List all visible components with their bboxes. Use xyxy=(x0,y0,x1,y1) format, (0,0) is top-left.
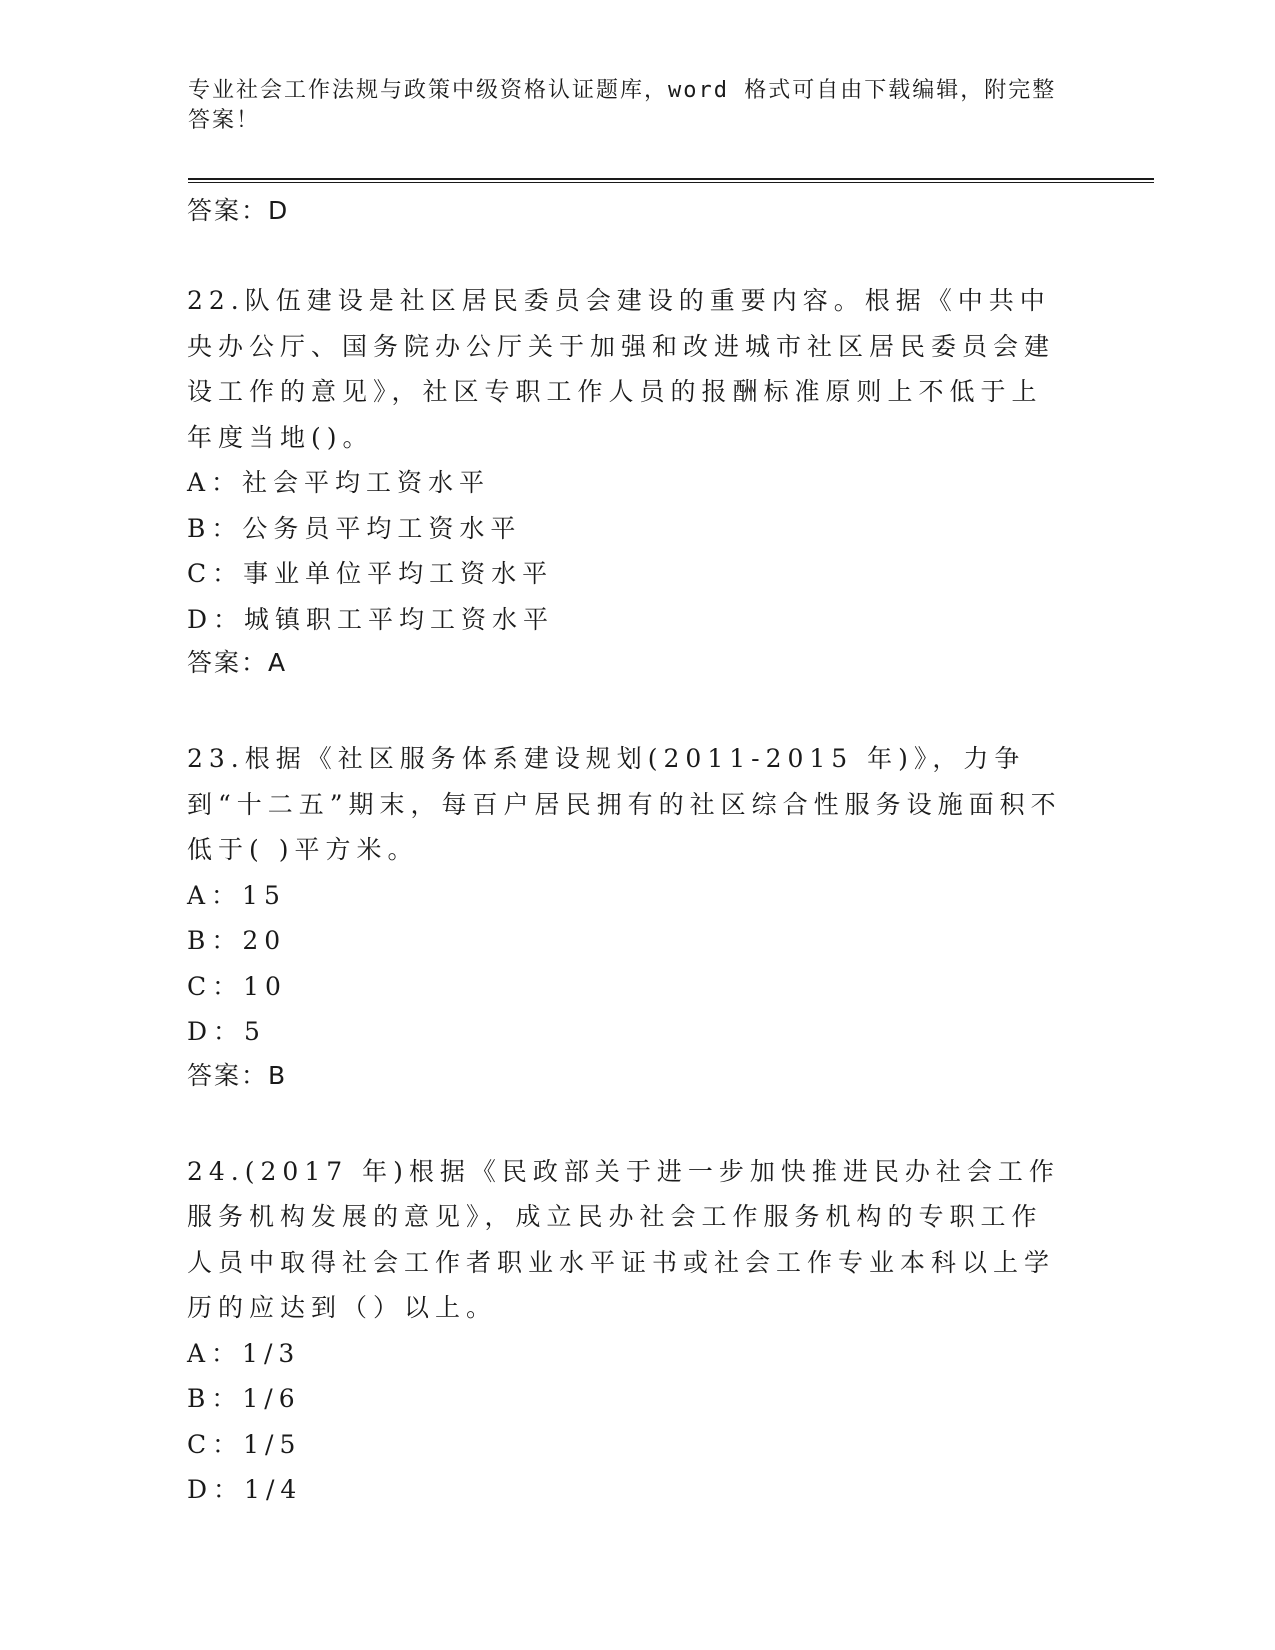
option-d: D：1/4 xyxy=(187,1475,303,1504)
option-c: C：事业单位平均工资水平 xyxy=(187,559,554,588)
header-divider xyxy=(188,178,1154,180)
answer-23: 答案：B xyxy=(187,1060,288,1090)
option-d: D：5 xyxy=(187,1017,266,1046)
question-23 xyxy=(187,736,1087,1095)
answer-21: 答案：D xyxy=(187,196,290,225)
option-c: C：1/5 xyxy=(187,1429,302,1459)
option-b: B：公务员平均工资水平 xyxy=(187,513,522,543)
option-b: B：20 xyxy=(187,926,287,955)
question-22 xyxy=(187,278,1087,682)
option-c: C：10 xyxy=(187,971,287,1001)
option-a: A：社会平均工资水平 xyxy=(187,468,491,497)
option-a: A：15 xyxy=(187,880,286,910)
option-d: D：城镇职工平均工资水平 xyxy=(187,604,555,634)
option-b: B：1/6 xyxy=(187,1384,301,1413)
question-24 xyxy=(187,1149,1087,1513)
header-divider-thin xyxy=(188,182,1154,183)
question-text: 22.队伍建设是社区居民委员会建设的重要内容。根据《中共中央办公厅、国务院办公厅关于加强和改进城市社区居民委员会建设工作的意见》，社区专职工作人员的报酬标准原则上不低于上年度当地()。 xyxy=(187,286,1056,452)
question-text: 23.根据《社区服务体系建设规划(2011-2015 年)》，力争到“十二五”期末，每百户居民拥有的社区综合性服务设施面积不低于( )平方米。 xyxy=(187,744,1062,864)
question-text: 24.(2017 年)根据《民政部关于进一步加快推进民办社会工作服务机构发展的意见》，成立民办社会工作服务机构的专职工作人员中取得社会工作者职业水平证书或社会工作专业本科以上学历的应达到（）以上。 xyxy=(187,1156,1060,1322)
question-list xyxy=(187,192,1087,1513)
answer-22: 答案：A xyxy=(187,648,288,677)
document-header: 专业社会工作法规与政策中级资格认证题库，word 格式可自由下载编辑，附完整答案！ xyxy=(188,78,1057,133)
option-a: A：1/3 xyxy=(187,1338,301,1368)
